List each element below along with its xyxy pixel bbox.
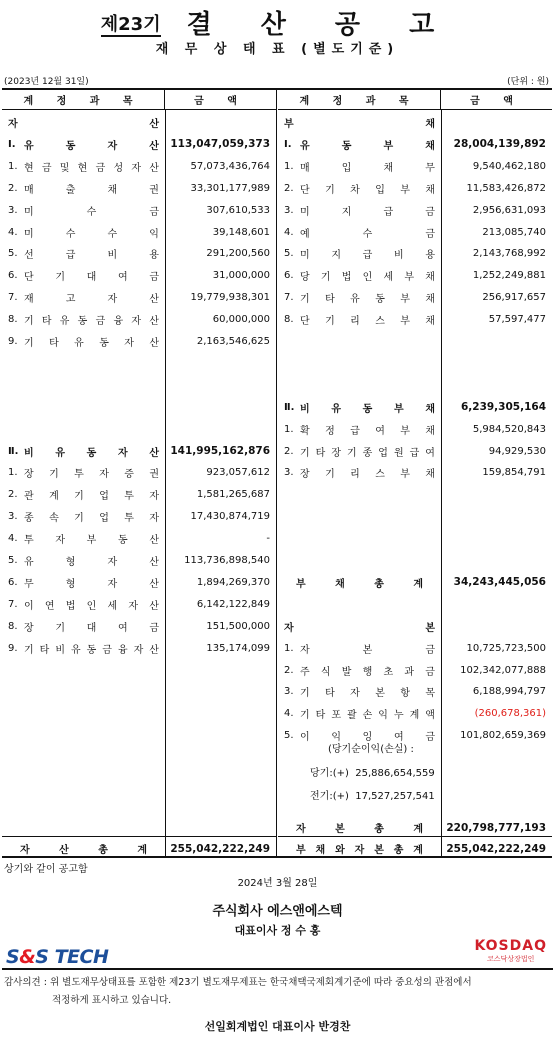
item-number: 4. bbox=[8, 533, 18, 545]
item-amount: 39,148,601 bbox=[212, 226, 270, 238]
item-number: 5. bbox=[8, 555, 18, 566]
total-liabilities-row bbox=[278, 572, 552, 593]
item-amount: 256,917,657 bbox=[482, 292, 546, 304]
item-label: 단 기 리 스 부 채 bbox=[300, 316, 435, 328]
prior-label: 전기:(+) bbox=[310, 791, 349, 802]
net-income-title: (당기순이익(손실) : bbox=[328, 744, 414, 755]
section-label-left: 자 bbox=[284, 622, 294, 634]
item-label: 매 입 채 무 bbox=[300, 162, 435, 174]
item-amount: 34,243,445,056 bbox=[453, 576, 546, 589]
item-label: 매 출 채 권 bbox=[24, 184, 159, 196]
item-amount: 1,581,265,687 bbox=[196, 489, 270, 501]
item-label: 무 형 자 산 bbox=[24, 578, 159, 590]
date-basis: (2023년 12월 31일) bbox=[4, 77, 89, 87]
noncurrent-assets-row bbox=[2, 441, 276, 462]
item-number: Ⅰ. bbox=[8, 138, 16, 150]
table-row bbox=[2, 243, 276, 264]
amount-header: 금 액 bbox=[470, 96, 523, 107]
account-header: 계 정 과 목 bbox=[278, 90, 441, 109]
item-label: 유 동 자 산 bbox=[24, 140, 159, 152]
table-row bbox=[2, 616, 276, 637]
item-amount: 141,995,162,876 bbox=[170, 445, 270, 457]
total-label: 부 채 총 계 bbox=[296, 578, 423, 590]
item-number: 6. bbox=[8, 270, 18, 282]
net-income-current bbox=[310, 764, 435, 779]
item-number: 2. bbox=[284, 182, 294, 194]
item-label: 현 금 및 현 금 성 자 산 bbox=[24, 162, 159, 174]
kosdaq-mark: KOSDAQ bbox=[474, 938, 547, 954]
item-label: 유 동 부 채 bbox=[300, 140, 435, 152]
item-amount: 113,047,059,373 bbox=[170, 138, 270, 151]
item-label: 기 타 유 동 자 산 bbox=[24, 338, 159, 349]
table-row bbox=[2, 572, 276, 593]
item-label: 확 정 급 여 부 채 bbox=[300, 425, 435, 437]
section-label-right: 채 bbox=[425, 119, 435, 130]
liabilities-section-header bbox=[278, 112, 552, 133]
item-amount: 60,000,000 bbox=[212, 314, 270, 326]
item-amount: 57,073,436,764 bbox=[190, 160, 270, 172]
item-label: 장 기 리 스 부 채 bbox=[300, 469, 435, 481]
item-number: Ⅰ. bbox=[284, 138, 292, 150]
table-row bbox=[278, 222, 552, 243]
table-row bbox=[2, 265, 276, 286]
item-label: 선 급 비 용 bbox=[24, 250, 159, 262]
current-liabilities-row bbox=[278, 134, 552, 155]
item-amount: 6,188,994,797 bbox=[472, 686, 546, 698]
table-row bbox=[278, 265, 552, 286]
item-number: 4. bbox=[284, 708, 294, 720]
table-row bbox=[278, 200, 552, 221]
item-amount: 255,042,222,249 bbox=[446, 842, 546, 855]
item-label: 유 형 자 산 bbox=[24, 557, 159, 568]
item-amount: 213,085,740 bbox=[482, 226, 546, 238]
item-number: 9. bbox=[8, 336, 18, 347]
auditor-name: 선일회계법인 대표이사 반경찬 bbox=[204, 1020, 351, 1033]
item-number: 1. bbox=[284, 160, 294, 172]
item-label: 기 타 장 기 종 업 원 급 여 bbox=[300, 447, 435, 459]
item-amount: 5,984,520,843 bbox=[472, 423, 546, 435]
item-amount: 2,956,631,093 bbox=[472, 204, 546, 216]
item-number: 2. bbox=[8, 489, 18, 501]
item-label: 기 타 자 본 항 목 bbox=[300, 688, 435, 700]
item-label: 비 유 동 자 산 bbox=[24, 447, 159, 459]
item-amount: 113,736,898,540 bbox=[184, 555, 270, 566]
announcement-date: 2024년 3월 28일 bbox=[237, 878, 318, 889]
item-number: 7. bbox=[284, 292, 294, 304]
item-number: 6. bbox=[284, 270, 294, 282]
item-number: 4. bbox=[8, 226, 18, 238]
announcement-note: 상기와 같이 공고함 bbox=[4, 864, 88, 875]
item-label: 기 타 유 동 금 융 자 산 bbox=[24, 316, 159, 328]
table-row bbox=[2, 309, 276, 330]
item-amount: 1,894,269,370 bbox=[196, 576, 270, 588]
item-label: 장 기 대 여 금 bbox=[24, 622, 159, 634]
item-number: 6. bbox=[8, 576, 18, 588]
item-label: 종 속 기 업 투 자 bbox=[24, 513, 159, 525]
balance-sheet-table bbox=[2, 88, 552, 858]
table-row bbox=[278, 287, 552, 308]
item-label: 관 계 기 업 투 자 bbox=[24, 491, 159, 503]
total-label: 자 본 총 계 bbox=[296, 824, 423, 835]
item-label: 미 지 급 비 용 bbox=[300, 250, 435, 262]
item-label: 단 기 차 입 부 채 bbox=[300, 184, 435, 196]
item-amount: 151,500,000 bbox=[206, 620, 270, 632]
table-row bbox=[2, 200, 276, 221]
item-number: 2. bbox=[284, 664, 294, 676]
liabilities-equity-column bbox=[278, 90, 552, 856]
item-label: 비 유 동 부 채 bbox=[300, 403, 435, 415]
table-row bbox=[2, 484, 276, 505]
assets-column bbox=[2, 90, 277, 856]
item-amount: 11,583,426,872 bbox=[466, 182, 546, 194]
item-label: 미 수 수 익 bbox=[24, 228, 159, 240]
item-amount: 102,342,077,888 bbox=[460, 664, 546, 676]
item-label: 미 지 급 금 bbox=[300, 206, 435, 218]
item-amount: 6,239,305,164 bbox=[460, 401, 546, 414]
table-row bbox=[2, 506, 276, 527]
item-number: 9. bbox=[8, 642, 18, 654]
table-row bbox=[2, 156, 276, 177]
table-row bbox=[278, 441, 552, 462]
table-row bbox=[2, 287, 276, 308]
item-amount: 10,725,723,500 bbox=[466, 642, 546, 654]
total-assets-row bbox=[2, 838, 276, 859]
section-label-left: 자 bbox=[8, 119, 18, 130]
item-label: 미 수 금 bbox=[24, 206, 159, 218]
item-amount: (260,678,361) bbox=[474, 708, 546, 720]
item-label: 자 본 금 bbox=[300, 644, 435, 656]
item-amount: 159,854,791 bbox=[482, 467, 546, 479]
item-amount: - bbox=[266, 533, 270, 545]
item-number: 1. bbox=[8, 160, 18, 172]
footer-divider bbox=[2, 968, 553, 970]
table-row bbox=[278, 725, 552, 746]
current-value: 25,886,654,559 bbox=[355, 768, 435, 779]
kosdaq-subtitle: 코스닥상장법인 bbox=[487, 955, 535, 963]
table-row bbox=[2, 222, 276, 243]
kosdaq-logo bbox=[474, 938, 547, 964]
item-amount: 1,252,249,881 bbox=[472, 270, 546, 282]
item-number: Ⅱ. bbox=[284, 401, 295, 413]
announcement-title bbox=[0, 4, 555, 41]
item-number: 5. bbox=[284, 248, 294, 260]
item-label: 기 타 비 유 동 금 융 자 산 bbox=[24, 644, 159, 656]
total-liabilities-equity-row bbox=[278, 838, 552, 859]
item-number: 5. bbox=[284, 730, 294, 742]
item-amount: 135,174,099 bbox=[206, 642, 270, 654]
item-number: 8. bbox=[8, 314, 18, 326]
table-row bbox=[278, 660, 552, 681]
item-amount: 220,798,777,193 bbox=[446, 821, 546, 834]
item-number: 1. bbox=[8, 467, 18, 479]
item-label: 이 익 잉 여 금 bbox=[300, 732, 435, 744]
current-label: 당기:(+) bbox=[310, 768, 349, 779]
section-label-right: 본 bbox=[425, 622, 435, 634]
audit-opinion bbox=[4, 974, 549, 1010]
item-amount: 2,143,768,992 bbox=[472, 248, 546, 260]
item-number: 8. bbox=[284, 314, 294, 326]
table-row bbox=[2, 550, 276, 571]
table-row bbox=[278, 681, 552, 702]
item-number: 2. bbox=[284, 445, 294, 457]
unit-label: (단위 : 원) bbox=[507, 77, 549, 87]
company-name: 주식회사 에스앤에스텍 bbox=[212, 904, 343, 919]
item-amount: 19,779,938,301 bbox=[190, 292, 270, 304]
table-row bbox=[278, 703, 552, 724]
item-label: 예 수 금 bbox=[300, 228, 435, 240]
statement-subtitle: 재 무 상 태 표 (별도기준) bbox=[155, 42, 400, 57]
item-number: 4. bbox=[284, 226, 294, 238]
item-amount: 33,301,177,989 bbox=[190, 182, 270, 194]
table-row bbox=[2, 178, 276, 199]
amount-header: 금 액 bbox=[194, 96, 247, 107]
item-number: 3. bbox=[8, 511, 18, 523]
item-amount: 255,042,222,249 bbox=[170, 842, 270, 855]
item-number: 7. bbox=[8, 598, 18, 610]
item-amount: 307,610,533 bbox=[206, 204, 270, 216]
net-income-prior bbox=[310, 787, 435, 802]
item-amount: 291,200,560 bbox=[206, 248, 270, 260]
item-number: 3. bbox=[284, 686, 294, 698]
item-label: 단 기 대 여 금 bbox=[24, 272, 159, 284]
table-row bbox=[278, 638, 552, 659]
item-amount: 2,163,546,625 bbox=[196, 336, 270, 347]
item-label: 주 식 발 행 초 과 금 bbox=[300, 666, 435, 678]
total-equity-row bbox=[278, 817, 552, 838]
table-row bbox=[278, 309, 552, 330]
item-number: 2. bbox=[8, 182, 18, 194]
table-row bbox=[278, 178, 552, 199]
item-amount: 31,000,000 bbox=[212, 270, 270, 282]
item-label: 이 연 법 인 세 자 산 bbox=[24, 600, 159, 612]
item-number: 7. bbox=[8, 292, 18, 304]
item-amount: 923,057,612 bbox=[206, 467, 270, 479]
item-number: 1. bbox=[284, 423, 294, 435]
item-amount: 9,540,462,180 bbox=[472, 160, 546, 172]
table-row bbox=[2, 528, 276, 549]
section-label-left: 부 bbox=[284, 119, 294, 130]
ceo-name: 대표이사 정 수 홍 bbox=[234, 924, 321, 937]
current-assets-row bbox=[2, 134, 276, 155]
item-number: 3. bbox=[284, 467, 294, 479]
assets-section-header bbox=[2, 112, 276, 133]
item-amount: 17,430,874,719 bbox=[190, 511, 270, 523]
item-number: 8. bbox=[8, 620, 18, 632]
item-number: 5. bbox=[8, 248, 18, 260]
table-row bbox=[278, 243, 552, 264]
item-amount: 101,802,659,369 bbox=[460, 730, 546, 742]
prior-value: 17,527,257,541 bbox=[355, 791, 435, 802]
table-row bbox=[2, 594, 276, 615]
company-logo: S&S TECH bbox=[6, 946, 109, 968]
table-row bbox=[278, 419, 552, 440]
item-label: 당 기 법 인 세 부 채 bbox=[300, 272, 435, 284]
audit-line-1: 감사의견 : 위 별도재무상태표를 포함한 제23기 별도재무제표는 한국채택국제회계기준에 따라 중요성의 관점에서 bbox=[4, 977, 472, 988]
item-label: 기 타 포 괄 손 익 누 계 액 bbox=[300, 710, 435, 722]
noncurrent-liabilities-row bbox=[278, 397, 552, 418]
item-amount: 28,004,139,892 bbox=[453, 138, 546, 151]
item-label: 재 고 자 산 bbox=[24, 294, 159, 306]
equity-section-header bbox=[278, 616, 552, 637]
item-label: 투 자 부 동 산 bbox=[24, 535, 159, 547]
table-row bbox=[2, 331, 276, 352]
item-label: 기 타 유 동 부 채 bbox=[300, 294, 435, 306]
table-row bbox=[2, 462, 276, 483]
total-label: 부 채 와 자 본 총 계 bbox=[296, 845, 423, 856]
assets-header bbox=[2, 90, 276, 110]
account-header: 계 정 과 목 bbox=[2, 90, 165, 109]
audit-line-2: 적정하게 표시하고 있습니다. bbox=[52, 995, 172, 1006]
liabilities-header bbox=[278, 90, 552, 110]
fiscal-term: 제23기 bbox=[100, 14, 161, 35]
item-number: 1. bbox=[284, 642, 294, 654]
table-row bbox=[278, 462, 552, 483]
table-row bbox=[278, 156, 552, 177]
total-label: 자 산 총 계 bbox=[20, 845, 147, 856]
item-label: 장 기 투 자 증 권 bbox=[24, 469, 159, 481]
item-amount: 94,929,530 bbox=[488, 445, 546, 457]
item-number: 3. bbox=[284, 204, 294, 216]
item-number: 3. bbox=[8, 204, 18, 216]
table-row bbox=[2, 638, 276, 659]
item-amount: 6,142,122,849 bbox=[196, 598, 270, 610]
title-text: 결 산 공 고 bbox=[186, 10, 455, 40]
item-amount: 57,597,477 bbox=[488, 314, 546, 326]
section-label-right: 산 bbox=[149, 119, 159, 130]
item-number: Ⅱ. bbox=[8, 445, 19, 457]
